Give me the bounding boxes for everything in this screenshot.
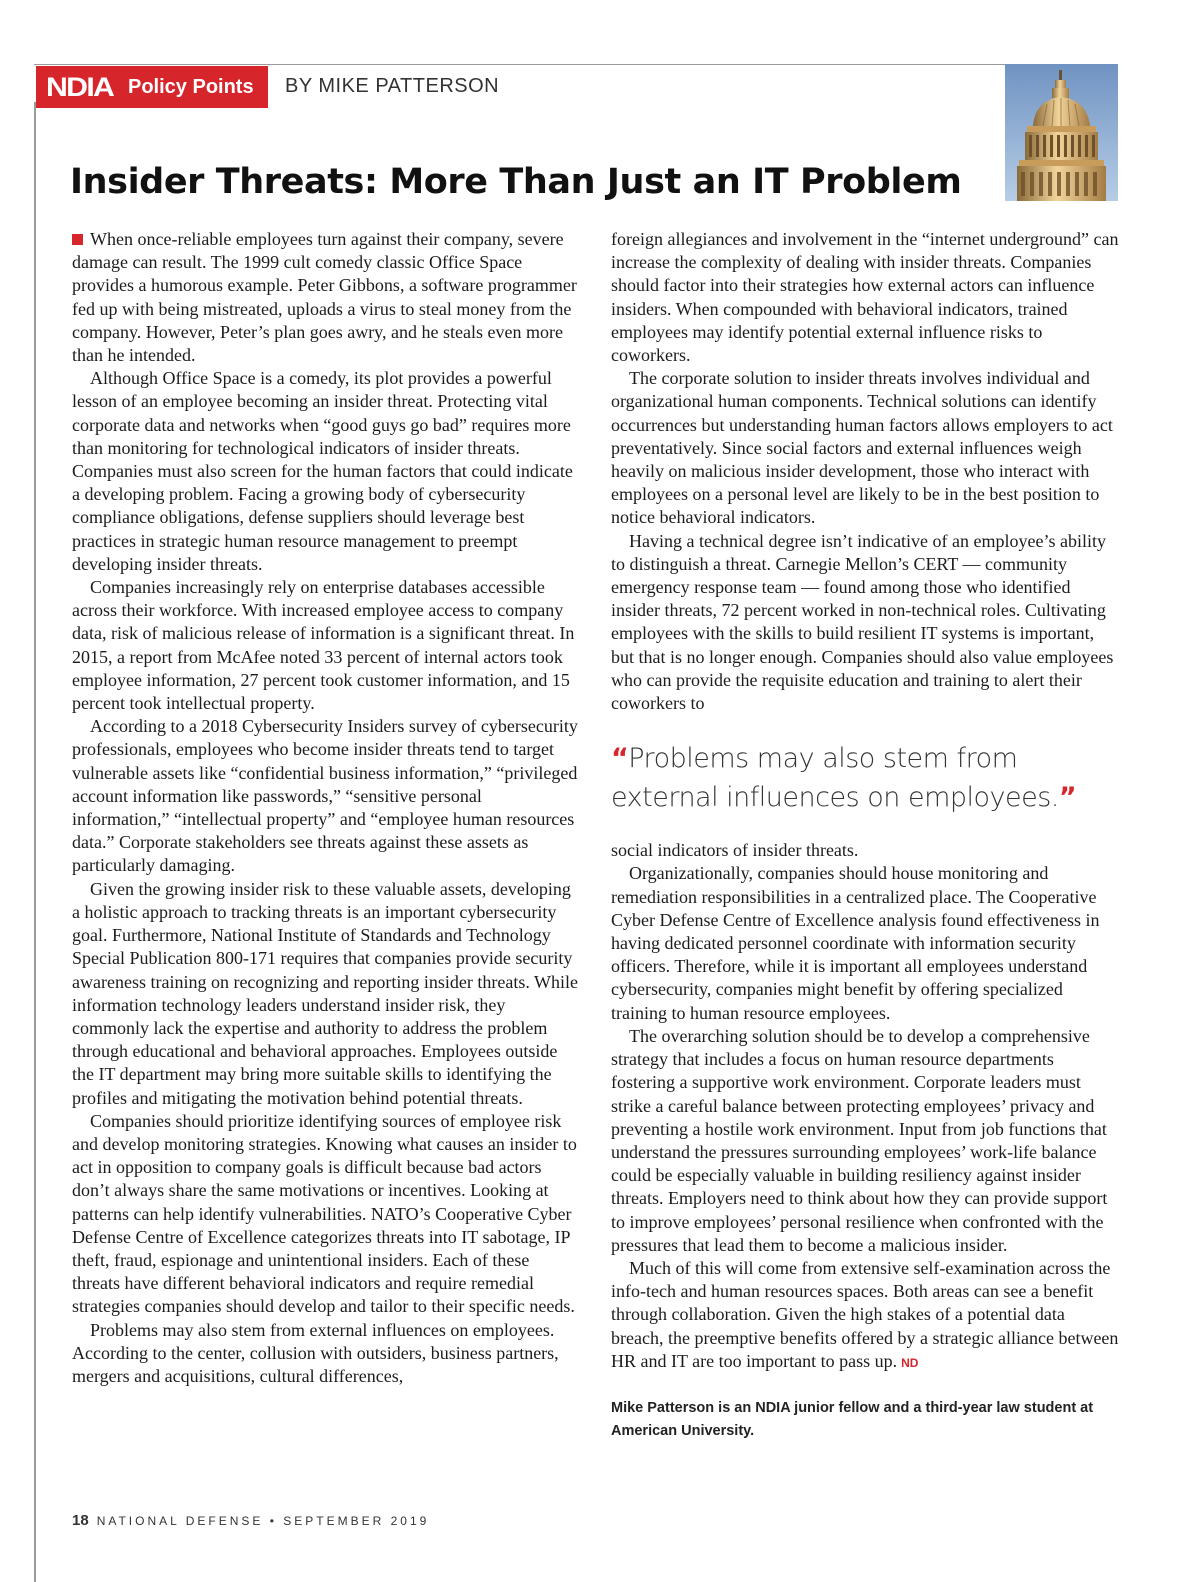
- article-paragraph: The overarching solution should be to develop a comprehensive strategy that includes a focus on human resource departments fostering a supportive work environment. Corporate leaders must strike a careful balance between protecting employees’ privacy and preventing a hostile work environment. Input from job functions that understand the pressures surrounding employees’ work-life balance could be especially valuable in building resiliency against insider threats. Employers need to think about how they can provide support to improve employees’ personal resilience when confronted with the pressures that lead them to become a malicious insider.: [611, 1025, 1108, 1255]
- publication-line: NATIONAL DEFENSE • SEPTEMBER 2019: [96, 1514, 430, 1528]
- article-column-left: [72, 228, 580, 1388]
- article-paragraph: Given the growing insider risk to these valuable assets, developing a holistic approach to tracking threats is an important cybersecurity goal. Furthermore, National Institute of Standards and Technology Special Publication 800-171 requires that companies provide security awareness training on recognizing and reporting insider threats. While information technology leaders understand insider risk, they commonly lack the expertise and authority to address the problem through educational and behavioral approaches. Employees outside the IT department may bring more suitable skills to identifying the profiles and mitigating the motivation behind potential threats.: [72, 878, 579, 1108]
- article-paragraph: When once-reliable employees turn against their company, severe damage can result. The 1999 cult comedy classic Office Space provides a humorous example. Peter Gibbons, a software programmer fed up with being mistreated, uploads a virus to steal money from the company. However, Peter’s plan goes awry, and he steals even more than he intended.: [72, 229, 577, 366]
- section-badge: [36, 66, 268, 108]
- article-paragraph: Having a technical degree isn’t indicative of an employee’s ability to distinguish a threat. Carnegie Mellon’s CERT — community emergency response team — found among those who identified insider threats, 72 percent worked in non-technical roles. Cultivating employees with the skills to build resilient IT systems is important, but that is no longer enough. Companies should also value employees who can provide the requisite education and training to alert their coworkers to: [611, 530, 1114, 714]
- page-footer: [72, 1512, 429, 1529]
- article-paragraph: According to a 2018 Cybersecurity Insiders survey of cybersecurity professionals, employees who become insider threats tend to target vulnerable assets like “confidential business information,” “privileged account information like passwords,” “sensitive personal information,” “intellectual property” and “employee human resources data.” Corporate stakeholders see threats against these assets as particularly damaging.: [72, 716, 578, 876]
- capitol-dome-photo: [1005, 64, 1118, 201]
- pull-quote: [611, 739, 1119, 817]
- top-rule: [34, 64, 1118, 65]
- page-number: 18: [72, 1512, 89, 1529]
- pull-quote-text: Problems may also stem from external influences on employees.: [611, 743, 1059, 814]
- end-mark: ND: [901, 1355, 919, 1370]
- article-paragraph: Organizationally, companies should house monitoring and remediation responsibilities in a centralized place. The Cooperative Cyber Defense Centre of Excellence analysis found effectiveness in having dedicated personnel coordinate with information security officers. Therefore, while it is important all employees understand cybersecurity, companies might benefit by offering specialized training to human resource employees.: [611, 863, 1100, 1023]
- side-rule: [34, 102, 36, 1582]
- open-quote-mark: “: [611, 743, 629, 775]
- article-column-right: [611, 228, 1119, 1443]
- red-square-marker: [72, 234, 83, 245]
- article-paragraph: The corporate solution to insider threats involves individual and organizational human components. Technical solutions can identify occurrences but understanding human factors allows employers to act preventatively. Since social factors and external influences weigh heavily on malicious insider development, those who interact with employees on a personal level are likely to be in the best position to notice behavioral indicators.: [611, 368, 1113, 528]
- article-paragraph: social indicators of insider threats.: [611, 840, 859, 861]
- article-paragraph: Problems may also stem from external influences on employees. According to the center, collusion with outsiders, business partners, mergers and acquisitions, cultural differences,: [72, 1319, 559, 1386]
- ndia-logo: NDIA: [46, 71, 114, 102]
- article-paragraph: Companies should prioritize identifying sources of employee risk and develop monitoring strategies. Knowing what causes an insider to act in opposition to company goals is difficult because bad actors don’t always share the same motivations or incentives. Looking at patterns can help identify vulnerabilities. NATO’s Cooperative Cyber Defense Centre of Excellence categorizes threats into IT sabotage, IP theft, fraud, espionage and unintentional insiders. Each of these threats have different behavioral indicators and require remedial strategies companies should develop and tailor to their specific needs.: [72, 1110, 577, 1317]
- article-headline: Insider Threats: More Than Just an IT Problem: [70, 162, 962, 202]
- close-quote-mark: ”: [1058, 782, 1077, 814]
- article-paragraph: Much of this will come from extensive self-examination across the info-tech and human resources spaces. Both areas can see a benefit through collaboration. Given the high stakes of a potential data breach, the preemptive benefits offered by a strategic alliance between HR and IT are too important to pass up. ND: [611, 1257, 1119, 1371]
- section-label: Policy Points: [128, 75, 254, 98]
- article-paragraph: Although Office Space is a comedy, its plot provides a powerful lesson of an employee becoming an insider threat. Protecting vital corporate data and networks when “good guys go bad” requires more than monitoring for technological indicators of insider threats. Companies must also screen for the human factors that could indicate a developing problem. Facing a growing body of cybersecurity compliance obligations, defense suppliers should leverage best practices in strategic human resource management to preempt developing insider threats.: [72, 368, 573, 574]
- author-bio: Mike Patterson is an NDIA junior fellow and a third-year law student at American University.: [611, 1399, 1094, 1439]
- byline: BY MIKE PATTERSON: [285, 75, 500, 97]
- article-paragraph: Companies increasingly rely on enterprise databases accessible across their workforce. With increased employee access to company data, risk of malicious release of information is a significant threat. In 2015, a report from McAfee noted 33 percent of internal actors took employee information, 27 percent took customer information, and 15 percent took intellectual property.: [72, 577, 575, 714]
- article-paragraph: foreign allegiances and involvement in the “internet underground” can increase the complexity of dealing with insider threats. Companies should factor into their strategies how external actors can influence insiders. When compounded with behavioral indicators, trained employees may identify potential external influence risks to coworkers.: [611, 229, 1119, 366]
